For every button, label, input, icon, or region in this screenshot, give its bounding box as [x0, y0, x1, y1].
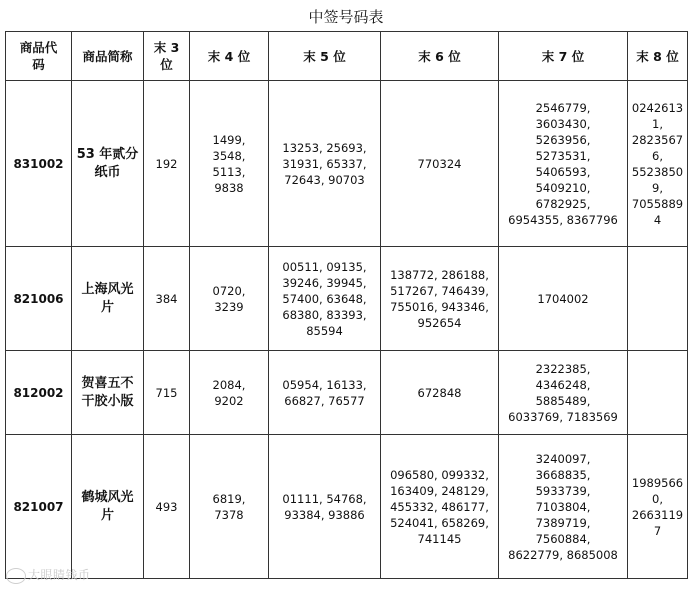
last-6-digits: 672848: [381, 351, 499, 435]
table-row: [6, 351, 688, 435]
last-6-digits: 096580, 099332, 163409, 248129, 455332, 486177, 524041, 658269, 741145: [381, 435, 499, 579]
last-3-digits: 493: [144, 435, 190, 579]
header-last-7: 末 7 位: [499, 32, 628, 81]
header-last-8: 末 8 位: [628, 32, 688, 81]
product-name: 贺喜五不 干胶小版: [72, 351, 144, 435]
product-code: 812002: [6, 351, 72, 435]
product-code: 821007: [6, 435, 72, 579]
table-title: 中签号码表: [308, 8, 384, 26]
header-last-6: 末 6 位: [381, 32, 499, 81]
product-name: 上海风光 片: [72, 247, 144, 351]
last-5-digits: 13253, 25693, 31931, 65337, 72643, 90703: [269, 81, 381, 247]
last-3-digits: 192: [144, 81, 190, 247]
last-4-digits: 1499, 3548, 5113, 9838: [190, 81, 269, 247]
watermark-logo-icon: [6, 568, 26, 584]
header-last-4: 末 4 位: [190, 32, 269, 81]
watermark-text: 大眼睛钱币: [28, 568, 91, 582]
last-5-digits: 01111, 54768, 93384, 93886: [269, 435, 381, 579]
last-4-digits: 6819, 7378: [190, 435, 269, 579]
product-code: 831002: [6, 81, 72, 247]
table-row: [6, 435, 688, 579]
header-product-name: 商品简称: [72, 32, 144, 81]
last-3-digits: 715: [144, 351, 190, 435]
table-row: [6, 247, 688, 351]
last-8-digits: [628, 351, 688, 435]
last-7-digits: 2322385, 4346248, 5885489, 6033769, 7183569: [499, 351, 628, 435]
last-3-digits: 384: [144, 247, 190, 351]
header-last-3: 末 3 位: [144, 32, 190, 81]
last-5-digits: 00511, 09135, 39246, 39945, 57400, 63648, 68380, 83393, 85594: [269, 247, 381, 351]
table-row: [6, 81, 688, 247]
last-7-digits: 2546779, 3603430, 5263956, 5273531, 5406593, 5409210, 6782925, 6954355, 8367796: [499, 81, 628, 247]
header-row: [6, 32, 688, 81]
last-5-digits: 05954, 16133, 66827, 76577: [269, 351, 381, 435]
header-product-code: 商品代 码: [6, 32, 72, 81]
last-8-digits: [628, 247, 688, 351]
last-4-digits: 0720, 3239: [190, 247, 269, 351]
header-last-5: 末 5 位: [269, 32, 381, 81]
product-name: 53 年贰分 纸币: [72, 81, 144, 247]
last-8-digits: 0242613 1, 2823567 6, 5523850 9, 7055889 4: [628, 81, 688, 247]
last-4-digits: 2084, 9202: [190, 351, 269, 435]
last-6-digits: 138772, 286188, 517267, 746439, 755016, 943346, 952654: [381, 247, 499, 351]
product-name: 鹤城风光 片: [72, 435, 144, 579]
last-7-digits: 3240097, 3668835, 5933739, 7103804, 7389719, 7560884, 8622779, 8685008: [499, 435, 628, 579]
winning-numbers-table: [5, 31, 688, 579]
last-6-digits: 770324: [381, 81, 499, 247]
last-8-digits: 1989566 0, 2663119 7: [628, 435, 688, 579]
product-code: 821006: [6, 247, 72, 351]
watermark: [6, 566, 91, 584]
last-7-digits: 1704002: [499, 247, 628, 351]
